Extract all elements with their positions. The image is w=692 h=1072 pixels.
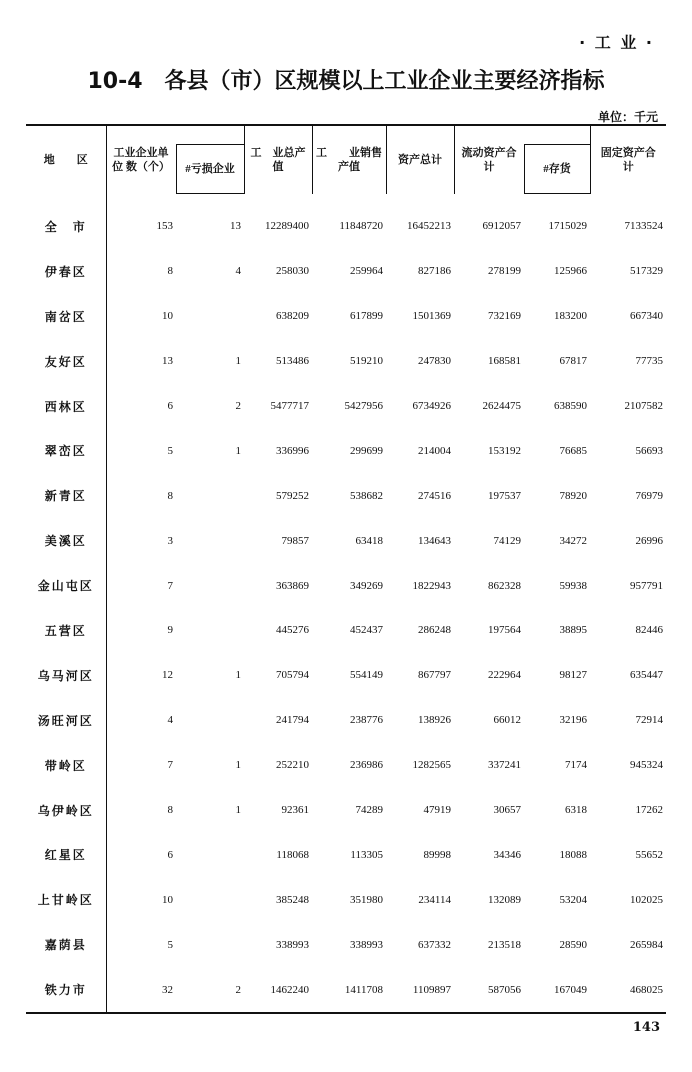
cell-loss: 1	[235, 669, 241, 682]
cell-current: 2624475	[482, 400, 521, 412]
col-header-loss: #亏损企业	[176, 145, 244, 194]
table-row	[26, 518, 666, 563]
cell-loss	[176, 877, 244, 922]
cell-assets: 867797	[418, 669, 451, 682]
col-header-inventory: #存货	[524, 145, 590, 194]
cell-region: 铁力市	[26, 967, 106, 1013]
cell-inventory: 638590	[554, 400, 587, 412]
col-header-current: 流动资产合 计	[454, 125, 524, 194]
cell-inventory: 59938	[559, 579, 587, 592]
cell-current: 587056	[454, 967, 524, 1013]
cell-loss	[176, 608, 244, 653]
cell-output: 1462240	[244, 967, 312, 1013]
cell-current: 197564	[488, 624, 521, 637]
cell-enterprises: 4	[106, 698, 176, 743]
cell-sales: 351980	[350, 893, 383, 906]
cell-inventory: 125966	[554, 265, 587, 278]
cell-enterprises: 5	[106, 428, 176, 473]
cell-sales: 519210	[350, 355, 383, 368]
cell-region: 汤旺河区	[37, 713, 94, 728]
cell-region: 友好区	[44, 354, 87, 369]
table-row	[26, 698, 666, 743]
cell-sales: 554149	[350, 669, 383, 682]
cell-assets: 1822943	[412, 579, 451, 592]
cell-assets: 827186	[418, 265, 451, 278]
cell-fixed: 56693	[635, 444, 663, 457]
cell-assets: 134643	[418, 534, 451, 547]
cell-fixed: 265984	[630, 938, 663, 951]
cell-loss: 4	[235, 265, 241, 278]
table-row	[26, 384, 666, 429]
page-number: 143	[632, 1020, 660, 1035]
cell-current: 168581	[488, 355, 521, 368]
table-row	[26, 608, 666, 653]
cell-inventory: 78920	[559, 489, 587, 502]
cell-output: 5477717	[270, 400, 309, 412]
col-header-output: 工 业总产值	[244, 125, 312, 194]
cell-output: 513486	[276, 355, 309, 368]
col-header-enterprises: 工业企业单 位 数（个）	[106, 125, 176, 194]
cell-enterprises: 8	[106, 249, 176, 294]
cell-sales: 236986	[350, 759, 383, 772]
cell-assets: 138926	[418, 714, 451, 727]
cell-sales: 538682	[350, 489, 383, 502]
cell-loss: 13	[230, 220, 241, 233]
cell-fixed: 77735	[635, 355, 663, 368]
cell-enterprises: 9	[106, 608, 176, 653]
cell-current: 66012	[493, 714, 521, 727]
cell-output: 705794	[276, 669, 309, 682]
cell-fixed: 17262	[635, 804, 663, 817]
cell-fixed: 102025	[630, 893, 663, 906]
cell-region: 五营区	[44, 623, 87, 638]
cell-loss	[176, 563, 244, 608]
cell-assets: 247830	[418, 355, 451, 368]
cell-inventory: 76685	[559, 444, 587, 457]
cell-fixed: 7133524	[624, 220, 663, 233]
cell-current: 213518	[488, 938, 521, 951]
cell-current: 862328	[488, 579, 521, 592]
cell-assets: 6734926	[412, 400, 451, 412]
cell-loss: 1	[235, 759, 241, 772]
cell-loss: 1	[235, 444, 241, 457]
cell-assets: 1282565	[412, 759, 451, 772]
cell-assets: 274516	[418, 489, 451, 502]
cell-enterprises: 8	[106, 788, 176, 833]
cell-output: 241794	[276, 714, 309, 727]
cell-enterprises: 3	[106, 518, 176, 563]
cell-sales: 74289	[355, 804, 383, 817]
cell-output: 338993	[276, 938, 309, 951]
cell-loss: 2	[235, 400, 241, 412]
cell-loss	[176, 294, 244, 339]
cell-current: 197537	[488, 489, 521, 502]
table-row	[26, 653, 666, 698]
cell-current: 30657	[493, 804, 521, 817]
cell-region: 南岔区	[44, 309, 87, 324]
cell-region: 嘉荫县	[44, 938, 87, 953]
table-row	[26, 473, 666, 518]
cell-region: 伊春区	[44, 264, 87, 279]
cell-output: 79857	[281, 534, 309, 547]
table-row	[26, 249, 666, 294]
cell-output: 118068	[276, 848, 309, 861]
table-row	[26, 832, 666, 877]
cell-enterprises: 32	[106, 967, 176, 1013]
cell-current: 132089	[488, 893, 521, 906]
cell-assets: 89998	[423, 848, 451, 861]
col-header-sales: 工 业销售产值	[312, 125, 386, 194]
table-title: 10-4 各县（市）区规模以上工业企业主要经济指标	[87, 69, 605, 94]
cell-assets: 1109897	[386, 967, 454, 1013]
table-row	[26, 877, 666, 922]
cell-region: 西林区	[44, 399, 87, 414]
cell-region: 新青区	[44, 489, 87, 504]
section-tag: · 工 业 ·	[579, 33, 654, 52]
cell-region: 乌马河区	[37, 668, 94, 683]
cell-inventory: 34272	[559, 534, 587, 547]
cell-loss	[176, 698, 244, 743]
cell-sales: 299699	[350, 444, 383, 457]
cell-assets: 16452213	[407, 220, 451, 233]
cell-region: 全 市	[44, 219, 87, 234]
economic-indicators-table	[26, 124, 678, 1014]
cell-fixed: 635447	[630, 669, 663, 682]
cell-inventory: 98127	[559, 669, 587, 682]
table-row	[26, 294, 666, 339]
cell-assets: 47919	[423, 804, 451, 817]
cell-current: 278199	[488, 265, 521, 278]
cell-inventory: 53204	[559, 893, 587, 906]
cell-enterprises: 153	[106, 194, 176, 249]
cell-assets: 234114	[418, 893, 451, 906]
cell-region: 带岭区	[44, 758, 87, 773]
unit-label: 单位：千元	[597, 110, 658, 124]
cell-loss	[176, 473, 244, 518]
cell-inventory: 7174	[565, 759, 587, 772]
cell-assets: 1501369	[412, 310, 451, 323]
cell-sales: 5427956	[344, 400, 383, 412]
table-row	[26, 788, 666, 833]
cell-current: 74129	[493, 534, 521, 547]
table-row	[26, 194, 666, 249]
cell-output: 445276	[276, 624, 309, 637]
table-row	[26, 563, 666, 608]
cell-assets: 214004	[418, 444, 451, 457]
cell-loss	[176, 832, 244, 877]
cell-fixed: 957791	[630, 579, 663, 592]
table-row	[26, 339, 666, 384]
cell-loss	[176, 518, 244, 563]
cell-output: 363869	[276, 579, 309, 592]
cell-enterprises: 6	[106, 832, 176, 877]
col-header-region: 地 区	[26, 125, 106, 194]
table-row	[26, 743, 666, 788]
cell-output: 579252	[276, 489, 309, 502]
cell-output: 385248	[276, 893, 309, 906]
cell-loss: 1	[235, 355, 241, 368]
cell-current: 153192	[488, 444, 521, 457]
cell-sales: 338993	[350, 938, 383, 951]
table-body	[26, 194, 666, 1014]
cell-inventory: 38895	[559, 624, 587, 637]
cell-output: 12289400	[265, 220, 309, 233]
cell-enterprises: 10	[106, 294, 176, 339]
table-row	[26, 967, 666, 1013]
cell-inventory: 167049	[524, 967, 590, 1013]
cell-fixed: 82446	[635, 624, 663, 637]
cell-inventory: 6318	[565, 804, 587, 817]
cell-enterprises: 7	[106, 563, 176, 608]
cell-region: 上甘岭区	[37, 893, 94, 908]
cell-current: 732169	[488, 310, 521, 323]
cell-output: 252210	[276, 759, 309, 772]
cell-output: 258030	[276, 265, 309, 278]
cell-fixed: 72914	[635, 714, 663, 727]
cell-fixed: 26996	[635, 534, 663, 547]
cell-sales: 259964	[350, 265, 383, 278]
cell-region: 红星区	[44, 848, 87, 863]
cell-sales: 452437	[350, 624, 383, 637]
table-row	[26, 428, 666, 473]
col-header-assets: 资产总计	[386, 125, 454, 194]
cell-inventory: 28590	[559, 938, 587, 951]
cell-current: 6912057	[482, 220, 521, 233]
cell-assets: 637332	[418, 938, 451, 951]
cell-enterprises: 6	[106, 384, 176, 429]
cell-fixed: 468025	[590, 967, 666, 1013]
cell-fixed: 55652	[635, 848, 663, 861]
table-row	[26, 922, 666, 967]
cell-fixed: 945324	[630, 759, 663, 772]
col-header-fixed: 固定资产合 计	[590, 125, 666, 194]
cell-enterprises: 10	[106, 877, 176, 922]
cell-inventory: 1715029	[548, 220, 587, 233]
cell-enterprises: 8	[106, 473, 176, 518]
cell-region: 美溪区	[44, 534, 87, 549]
cell-loss: 2	[176, 967, 244, 1013]
cell-fixed: 517329	[630, 265, 663, 278]
cell-sales: 11848720	[339, 220, 383, 233]
cell-enterprises: 13	[106, 339, 176, 384]
cell-output: 638209	[276, 310, 309, 323]
cell-current: 222964	[488, 669, 521, 682]
cell-loss: 1	[235, 804, 241, 817]
cell-inventory: 67817	[559, 355, 587, 368]
cell-region: 乌伊岭区	[37, 803, 94, 818]
cell-output: 336996	[276, 444, 309, 457]
cell-region: 金山屯区	[37, 579, 94, 594]
cell-inventory: 18088	[559, 848, 587, 861]
cell-sales: 1411708	[312, 967, 386, 1013]
cell-inventory: 183200	[554, 310, 587, 323]
cell-sales: 63418	[355, 534, 383, 547]
cell-enterprises: 5	[106, 922, 176, 967]
cell-fixed: 667340	[630, 310, 663, 323]
cell-enterprises: 7	[106, 743, 176, 788]
cell-fixed: 2107582	[624, 400, 663, 412]
cell-sales: 617899	[350, 310, 383, 323]
cell-assets: 286248	[418, 624, 451, 637]
cell-loss	[176, 922, 244, 967]
cell-current: 337241	[488, 759, 521, 772]
cell-fixed: 76979	[635, 489, 663, 502]
cell-sales: 349269	[350, 579, 383, 592]
col-header-inventory-top	[524, 125, 590, 145]
cell-sales: 238776	[350, 714, 383, 727]
cell-sales: 113305	[350, 848, 383, 861]
cell-enterprises: 12	[106, 653, 176, 698]
col-header-loss-top	[176, 125, 244, 145]
cell-output: 92361	[281, 804, 309, 817]
cell-inventory: 32196	[559, 714, 587, 727]
cell-current: 34346	[493, 848, 521, 861]
cell-region: 翠峦区	[44, 444, 87, 459]
